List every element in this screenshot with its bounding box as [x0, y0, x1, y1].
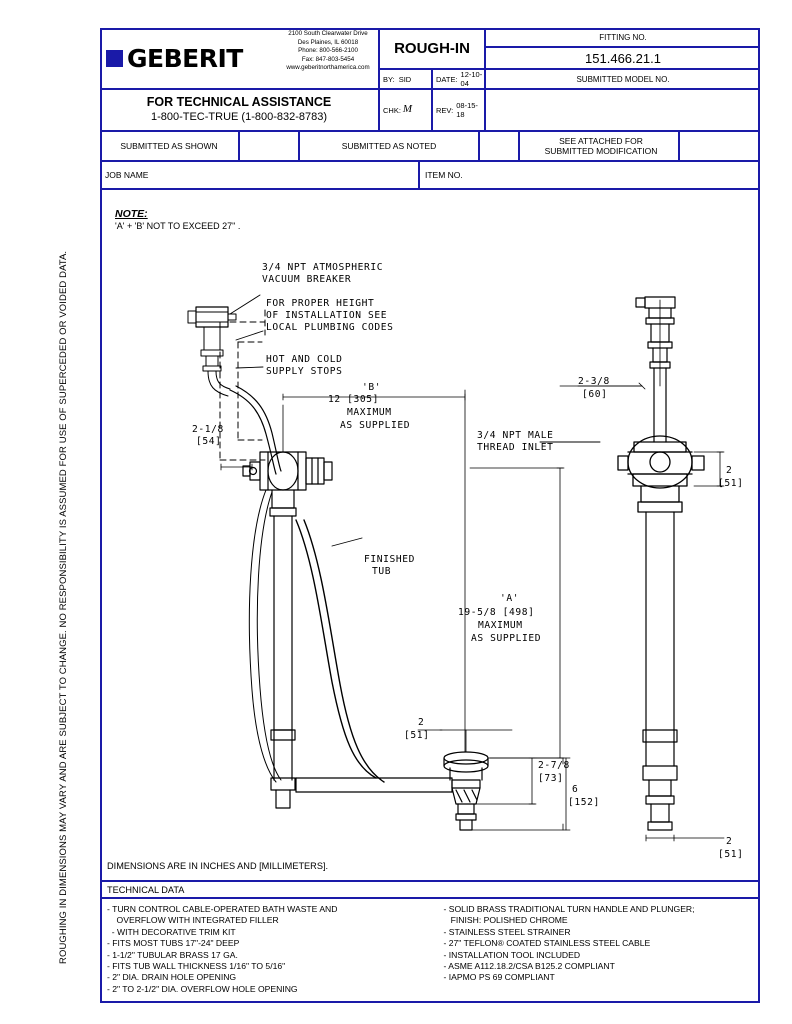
rev-value: 08-15-18 — [456, 101, 478, 119]
date-cell — [433, 70, 486, 90]
dim-51-above-drain: [51] — [404, 730, 430, 741]
item-no-field[interactable]: ITEM NO. — [425, 170, 463, 180]
by-value: SID — [398, 74, 412, 84]
dim-2-7-8: 2-7/8 — [538, 760, 570, 771]
tech-left-item-5: - FITS TUB WALL THICKNESS 1/16" TO 5/16" — [107, 961, 286, 972]
tech-left-item-4: - 1-1/2" TUBULAR BRASS 17 GA. — [107, 949, 238, 960]
dim-left-2-1-8: 2-1/8 — [192, 424, 224, 435]
submitted-model-value — [486, 90, 760, 132]
callout-vacuum-breaker-line2: VACUUM BREAKER — [262, 274, 352, 285]
chk-label: CHK: — [383, 105, 401, 115]
dim-2-above-drain: 2 — [418, 717, 425, 728]
dim-right-2-3-8: 2-3/8 — [578, 376, 610, 387]
address-line-3: Phone: 800-566-2100 — [298, 47, 358, 55]
by-label: BY: — [383, 74, 395, 84]
assistance-phone: 1-800-TEC-TRUE (1-800-832-8783) — [150, 111, 328, 123]
dim-a-line4: AS SUPPLIED — [471, 633, 542, 644]
callout-supply-line1: HOT AND COLD — [266, 354, 343, 365]
tech-right-item-0: - SOLID BRASS TRADITIONAL TURN HANDLE AND PLUNGER; — [443, 904, 695, 914]
tech-left-item-2: - WITH DECORATIVE TRIM KIT — [107, 926, 236, 937]
dim-b-label: 'B' — [362, 382, 382, 393]
technical-data-body — [100, 899, 760, 1003]
see-attached-cell — [520, 132, 680, 160]
note-title: NOTE: — [115, 208, 148, 220]
submitted-as-shown[interactable]: SUBMITTED AS SHOWN — [100, 132, 240, 160]
vertical-disclaimer: ROUGHING IN DIMENSIONS MAY VARY AND ARE SUBJECT TO CHANGE. NO RESPONSIBILITY IS ASSUMED FOR USE OF SUPERCEDED OR VOIDED DATA. — [57, 250, 69, 964]
callout-height-line3: LOCAL PLUMBING CODES — [266, 322, 394, 333]
dim-right-60: [60] — [582, 389, 608, 400]
dim-b-line4: AS SUPPLIED — [340, 420, 411, 431]
callout-finished-tub-line2: TUB — [372, 566, 392, 577]
date-label: DATE: — [436, 74, 458, 84]
technical-assistance-cell — [100, 90, 380, 132]
dimension-units-note: DIMENSIONS ARE IN INCHES AND [MILLIMETERS]. — [107, 861, 329, 871]
see-attached-line2: SUBMITTED MODIFICATION — [544, 146, 658, 156]
job-row — [100, 162, 760, 190]
geberit-logo — [100, 44, 243, 73]
dim-right-51: [51] — [718, 478, 744, 489]
technical-data-header: TECHNICAL DATA — [100, 880, 760, 899]
logo-cell — [100, 28, 380, 90]
dim-73: [73] — [538, 773, 564, 784]
submitted-as-noted[interactable]: SUBMITTED AS NOTED — [300, 132, 480, 160]
rev-label: REV: — [436, 105, 454, 115]
tech-right-item-1: FINISH: POLISHED CHROME — [443, 915, 568, 926]
fitting-no-label: FITTING NO. — [486, 28, 760, 48]
logo-text: GEBERIT — [127, 43, 243, 73]
address-line-2: Des Plaines, IL 60018 — [297, 38, 359, 46]
dim-152: [152] — [568, 797, 600, 808]
tech-right-item-4: - INSTALLATION TOOL INCLUDED — [443, 949, 581, 960]
chk-cell — [380, 90, 433, 132]
note-text: 'A' + 'B' NOT TO EXCEED 27" . — [115, 221, 241, 231]
company-address — [280, 30, 376, 73]
tech-left-item-3: - FITS MOST TUBS 17"-24" DEEP — [107, 938, 240, 949]
callout-vacuum-breaker-line1: 3/4 NPT ATMOSPHERIC — [262, 262, 384, 273]
tech-right-item-3: - 27" TEFLON® COATED STAINLESS STEEL CABLE — [443, 938, 651, 949]
callout-height-line2: OF INSTALLATION SEE — [266, 310, 388, 321]
see-attached-checkbox[interactable] — [680, 132, 760, 160]
by-cell — [380, 70, 433, 90]
technical-drawing — [100, 190, 760, 860]
job-name-field[interactable]: JOB NAME — [100, 162, 420, 188]
assistance-heading: FOR TECHNICAL ASSISTANCE — [146, 95, 332, 109]
tech-left-item-7: - 2" TO 2-1/2" DIA. OVERFLOW HOLE OPENING — [107, 983, 298, 994]
fitting-no-value: 151.466.21.1 — [486, 48, 760, 70]
rough-in-label: ROUGH-IN — [380, 28, 486, 70]
address-line-5: www.geberitnorthamerica.com — [286, 64, 370, 72]
dim-6: 6 — [572, 784, 579, 795]
dim-bottom-2: 2 — [726, 836, 733, 847]
dim-b-value: 12 [305] — [328, 394, 380, 405]
dim-a-value: 19-5/8 [498] — [458, 607, 535, 618]
submitted-as-noted-checkbox[interactable] — [480, 132, 520, 160]
dim-a-line3: MAXIMUM — [478, 620, 523, 631]
tech-left-item-6: - 2" DIA. DRAIN HOLE OPENING — [107, 972, 237, 983]
date-value: 12-10-04 — [460, 70, 483, 88]
dim-bottom-51: [51] — [718, 849, 744, 860]
technical-data-right-column — [424, 899, 761, 1003]
chk-value: M — [402, 103, 413, 115]
tech-left-item-1: OVERFLOW WITH INTEGRATED FILLER — [107, 915, 279, 926]
callout-finished-tub-line1: FINISHED — [364, 554, 416, 565]
callout-male-inlet-line1: 3/4 NPT MALE — [477, 430, 554, 441]
dim-b-line3: MAXIMUM — [347, 407, 392, 418]
address-line-4: Fax: 847-803-5454 — [301, 55, 355, 63]
tech-left-item-0: - TURN CONTROL CABLE-OPERATED BATH WASTE AND — [107, 904, 338, 914]
tech-right-item-2: - STAINLESS STEEL STRAINER — [443, 926, 571, 937]
dim-left-54: [54] — [196, 436, 222, 447]
technical-data-left-column — [100, 899, 424, 1003]
callout-supply-line2: SUPPLY STOPS — [266, 366, 343, 377]
logo-square-icon — [106, 50, 123, 67]
submitted-model-label: SUBMITTED MODEL NO. — [486, 70, 760, 90]
tech-right-item-5: - ASME A112.18.2/CSA B125.2 COMPLIANT — [443, 961, 615, 972]
dim-a-label: 'A' — [500, 593, 520, 604]
dim-right-2: 2 — [726, 465, 733, 476]
callout-height-line1: FOR PROPER HEIGHT — [266, 298, 375, 309]
address-line-1: 2100 South Clearwater Drive — [288, 30, 368, 37]
submitted-as-shown-checkbox[interactable] — [240, 132, 300, 160]
callout-male-inlet-line2: THREAD INLET — [477, 442, 554, 453]
tech-right-item-6: - IAPMO PS 69 COMPLIANT — [443, 972, 555, 983]
submitted-row — [100, 132, 760, 162]
see-attached-line1: SEE ATTACHED FOR — [559, 136, 643, 146]
title-block — [100, 28, 760, 132]
rev-cell — [433, 90, 486, 132]
